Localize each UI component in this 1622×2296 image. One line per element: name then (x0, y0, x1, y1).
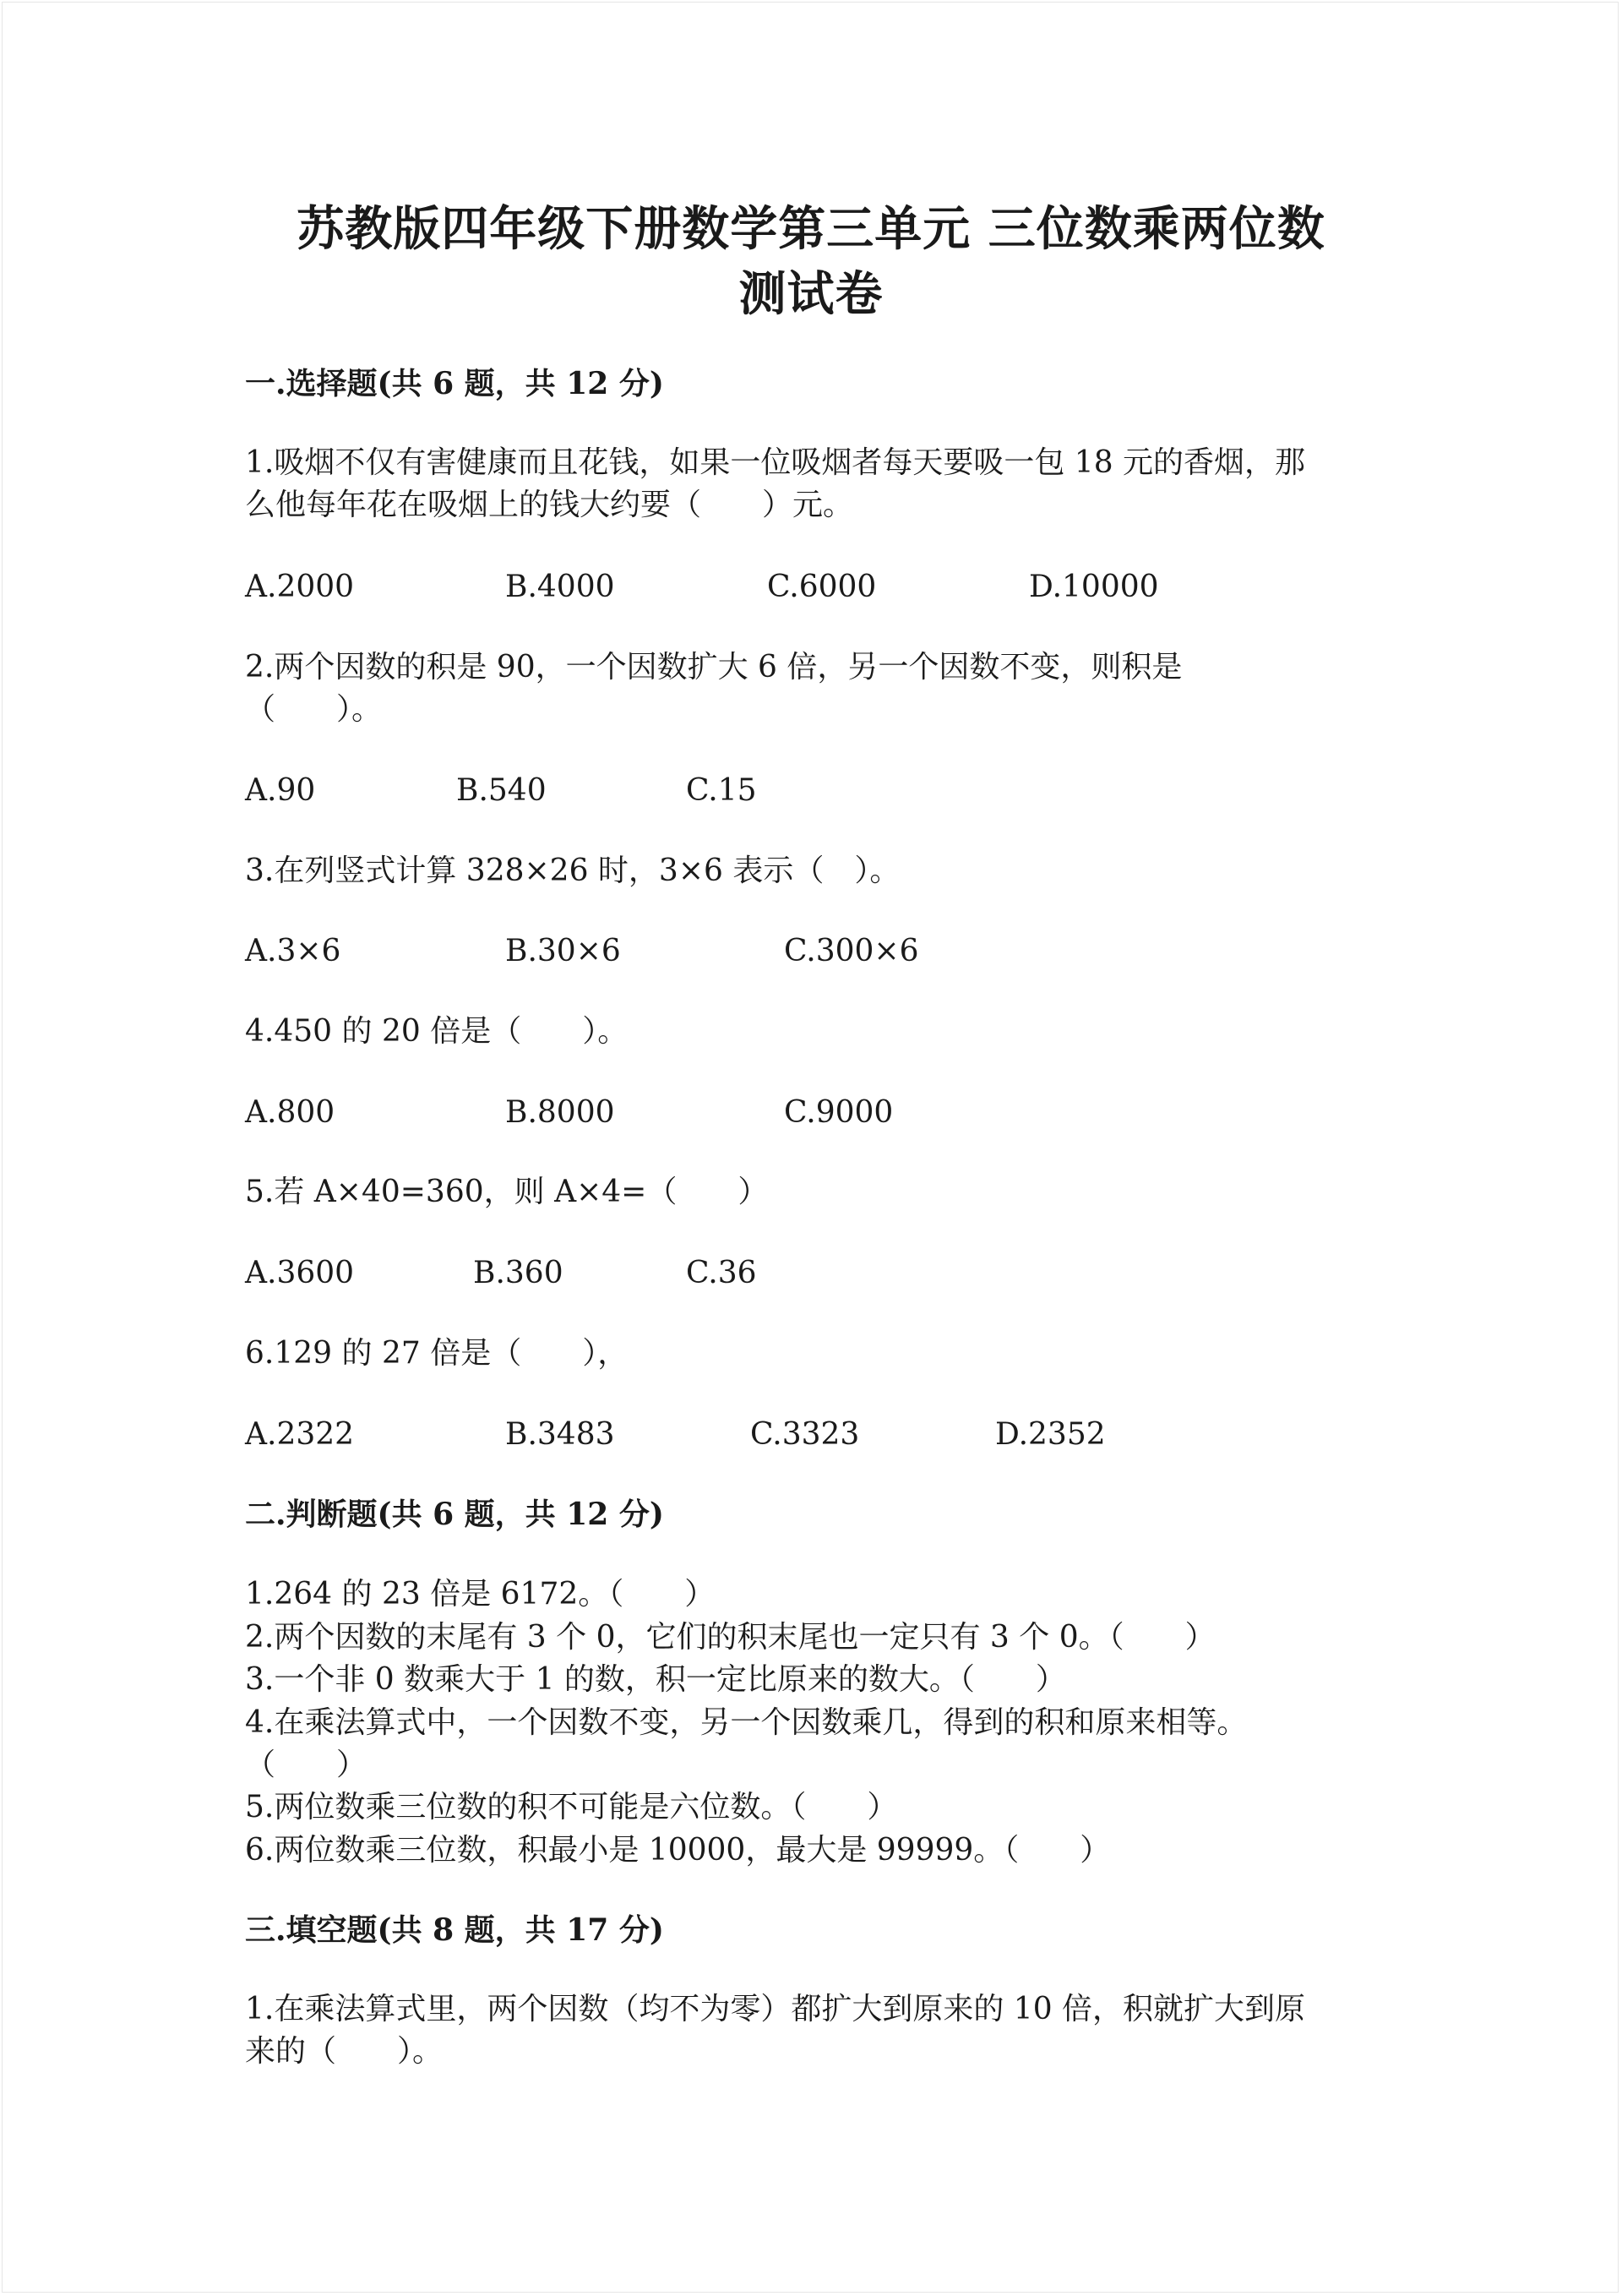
question-text: 1.在乘法算式里，两个因数（均不为零）都扩大到原来的 10 倍，积就扩大到原 (245, 1992, 1306, 2026)
question-5 (245, 1171, 1377, 1213)
page-title: 苏教版四年级下册数学第三单元 三位数乘两位数 (297, 201, 1325, 257)
option-a: A.3600 (245, 1256, 355, 1290)
question-text: 4.450 的 20 倍是（ ）。 (245, 1014, 629, 1049)
section-heading-choice: 一.选择题(共 6 题，共 12 分) (245, 366, 664, 401)
option-b: B.8000 (505, 1095, 615, 1130)
option-c: C.3323 (750, 1417, 860, 1452)
question-text: 1.吸烟不仅有害健康而且花钱，如果一位吸烟者每天要吸一包 18 元的香烟，那 (245, 445, 1306, 480)
option-c: C.36 (686, 1256, 757, 1290)
judgement-item-5: 5.两位数乘三位数的积不可能是六位数。（ ） (245, 1790, 898, 1824)
question-text: 2.两个因数的积是 90，一个因数扩大 6 倍，另一个因数不变，则积是 (245, 650, 1183, 684)
option-b: B.3483 (505, 1417, 615, 1452)
question-3 (245, 850, 1377, 892)
page-border (2, 2, 1619, 2293)
option-b: B.30×6 (505, 934, 621, 968)
option-c: C.300×6 (784, 934, 919, 968)
option-a: A.800 (245, 1095, 335, 1130)
option-b: B.540 (456, 773, 547, 808)
question-text: 5.若 A×40=360，则 A×4=（ ） (245, 1175, 769, 1209)
option-b: B.4000 (505, 570, 615, 604)
judgement-item-2: 2.两个因数的末尾有 3 个 0，它们的积末尾也一定只有 3 个 0。（ ） (245, 1620, 1216, 1655)
option-a: A.2322 (245, 1417, 355, 1452)
question-4 (245, 1011, 1377, 1053)
section-heading-fill-blank: 三.填空题(共 8 题，共 17 分) (245, 1912, 664, 1948)
option-d: D.10000 (1029, 570, 1159, 604)
option-b: B.360 (473, 1256, 563, 1290)
judgement-item-1: 1.264 的 23 倍是 6172。（ ） (245, 1577, 716, 1612)
option-a: A.3×6 (245, 934, 341, 968)
option-a: A.2000 (245, 570, 355, 604)
option-d: D.2352 (995, 1417, 1106, 1452)
question-text: 么他每年花在吸烟上的钱大约要（ ）元。 (245, 488, 854, 522)
judgement-item-4-cont: （ ） (245, 1748, 367, 1782)
page-title-line2: 测试卷 (738, 266, 884, 322)
option-c: C.9000 (784, 1095, 894, 1130)
question-2 (245, 646, 1377, 731)
judgement-item-6: 6.两位数乘三位数，积最小是 10000，最大是 99999。（ ） (245, 1833, 1111, 1868)
question-6 (245, 1333, 1377, 1375)
judgement-item-3: 3.一个非 0 数乘大于 1 的数，积一定比原来的数大。（ ） (245, 1662, 1066, 1697)
question-1 (245, 442, 1377, 526)
question-text: 来的（ ）。 (245, 2034, 444, 2069)
question-text: 3.在列竖式计算 328×26 时，3×6 表示（ ）。 (245, 854, 901, 888)
judgement-item-4: 4.在乘法算式中，一个因数不变，另一个因数乘几，得到的积和原来相等。 (245, 1705, 1248, 1740)
question-text: （ ）。 (245, 692, 383, 727)
option-c: C.15 (686, 773, 757, 808)
section-heading-true-false: 二.判断题(共 6 题，共 12 分) (245, 1497, 664, 1532)
question-text: 6.129 的 27 倍是（ ）， (245, 1336, 629, 1371)
option-a: A.90 (245, 773, 316, 808)
fill-question-1 (245, 1988, 1377, 2073)
option-c: C.6000 (767, 570, 877, 604)
